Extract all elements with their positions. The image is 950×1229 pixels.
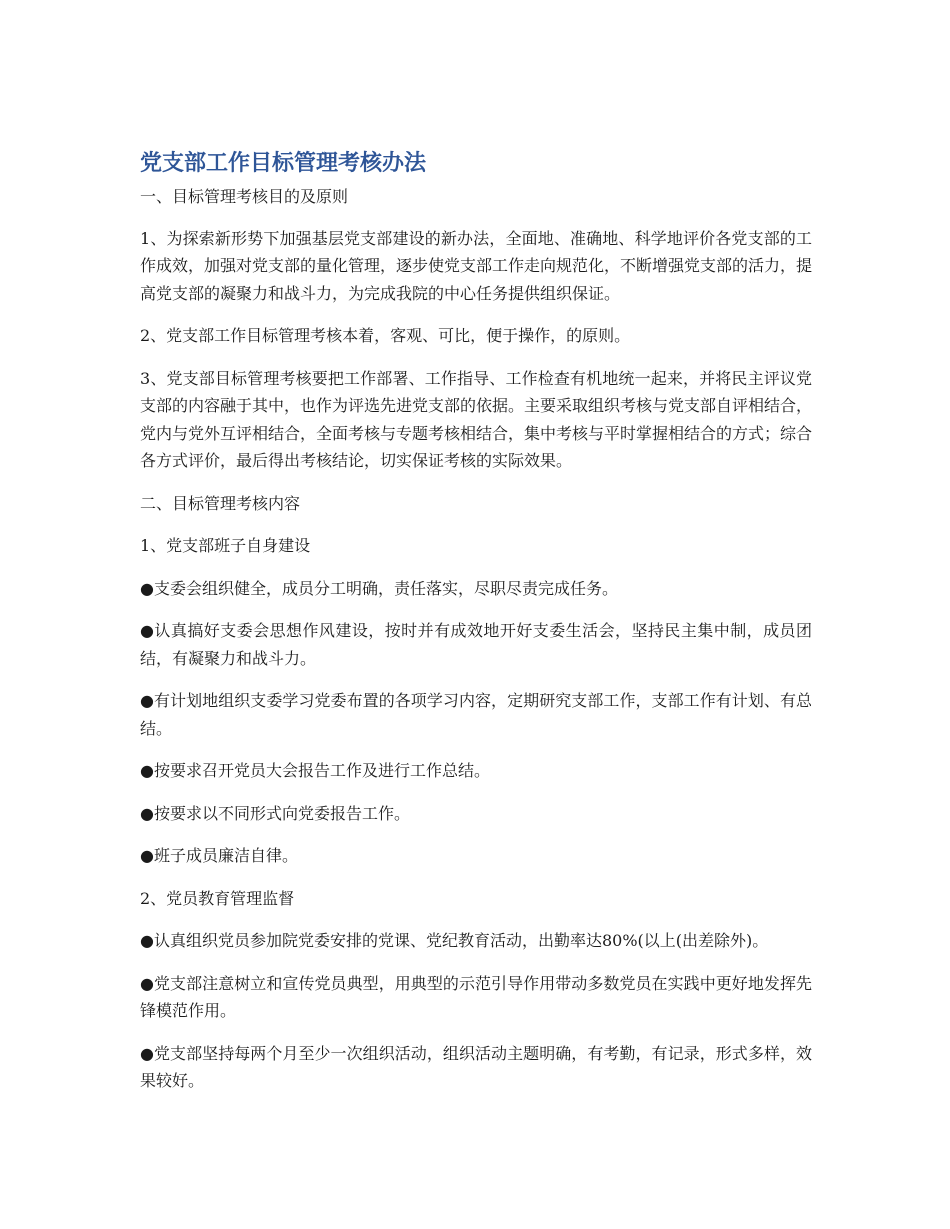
paragraph: 1、为探索新形势下加强基层党支部建设的新办法，全面地、准确地、科学地评价各党支部的工作成效，加强对党支部的量化管理，逐步使党支部工作走向规范化，不断增强党支部的活力，提高党支部的凝聚力和战斗力，为完成我院的中心任务提供组织保证。 <box>140 228 813 303</box>
subsection-heading: 1、党支部班子自身建设 <box>140 536 311 555</box>
section-heading-1: 一、目标管理考核目的及原则 <box>140 187 349 206</box>
bullet-item: ●支委会组织健全，成员分工明确，责任落实，尽职尽责完成任务。 <box>140 578 618 598</box>
bullet-item: ●认真搞好支委会思想作风建设，按时并有成效地开好支委生活会，坚持民主集中制，成员团结，有凝聚力和战斗力。 <box>140 621 812 668</box>
section-heading-2: 二、目标管理考核内容 <box>140 493 301 513</box>
paragraph: 3、党支部目标管理考核要把工作部署、工作指导、工作检查有机地统一起来，并将民主评议党支部的内容融于其中，也作为评选先进党支部的依据。主要采取组织考核与党支部自评相结合，党内与党外互评相结合，全面考核与专题考核相结合，集中考核与平时掌握相结合的方式；综合各方式评价，最后得出考核结论，切实保证考核的实际效果。 <box>140 368 813 470</box>
bullet-item: ●党支部注意树立和宣传党员典型，用典型的示范引导作用带动多数党员在实践中更好地发挥先锋模范作用。 <box>140 973 812 1020</box>
bullet-item: ●按要求召开党员大会报告工作及进行工作总结。 <box>140 761 490 780</box>
document-title: 党支部工作目标管理考核办法 <box>140 151 427 176</box>
bullet-item: ●有计划地组织支委学习党委布置的各项学习内容，定期研究支部工作，支部工作有计划、有总结。 <box>140 691 812 738</box>
bullet-item: ●认真组织党员参加院党委安排的党课、党纪教育活动，出勤率达80%(以上(出差除外)。 <box>140 931 769 950</box>
bullet-item: ●按要求以不同形式向党委报告工作。 <box>140 803 410 823</box>
bullet-item: ●党支部坚持每两个月至少一次组织活动，组织活动主题明确，有考勤，有记录，形式多样，效果较好。 <box>140 1043 812 1090</box>
document-page <box>140 147 812 1110</box>
subsection-heading: 2、党员教育管理监督 <box>140 888 295 908</box>
paragraph: 2、党支部工作目标管理考核本着，客观、可比，便于操作，的原则。 <box>140 326 631 345</box>
bullet-item: ●班子成员廉洁自律。 <box>140 846 298 865</box>
